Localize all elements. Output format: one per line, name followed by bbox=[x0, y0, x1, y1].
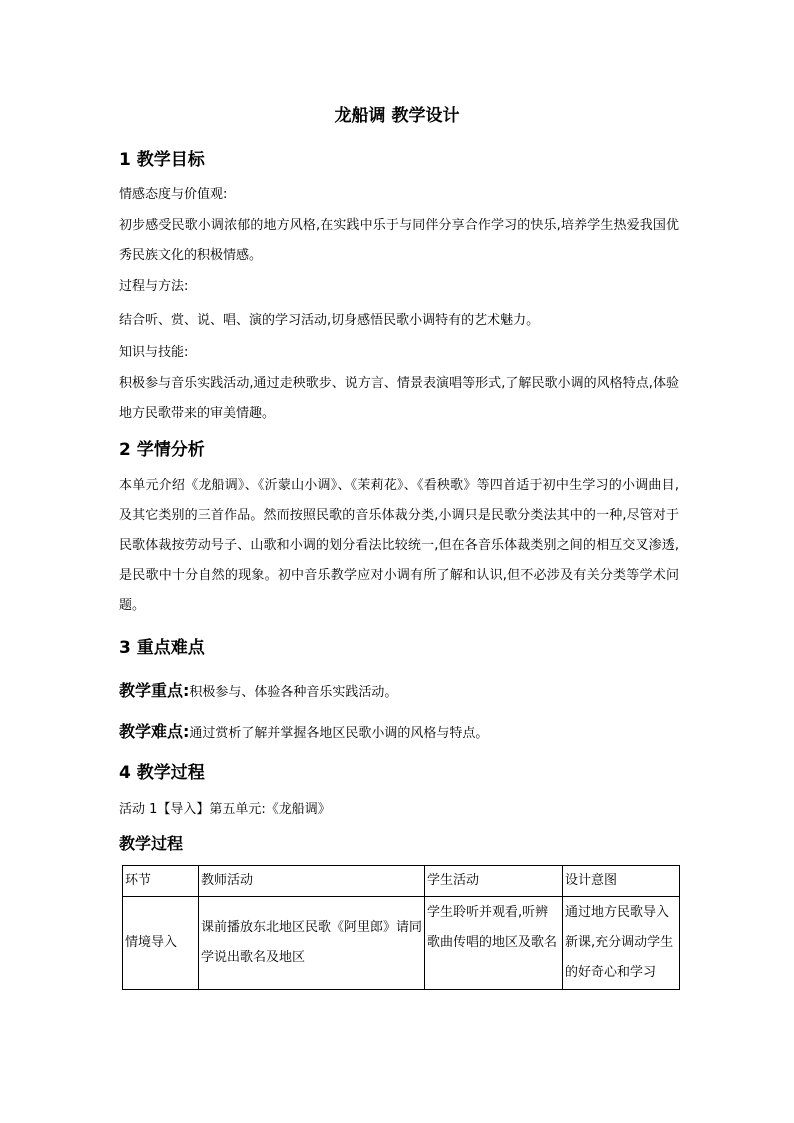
difficult-point bbox=[119, 720, 679, 746]
text-knowledge: 积极参与音乐实践活动,通过走秧歌步、说方言、情景表演唱等形式,了解民歌小调的风格特点,体验地方民歌带来的审美情趣。 bbox=[119, 376, 679, 421]
header-student: 学生活动 bbox=[425, 866, 563, 897]
text-process: 结合听、赏、说、唱、演的学习活动,切身感悟民歌小调特有的艺术魅力。 bbox=[119, 313, 540, 328]
cell-teacher: 课前播放东北地区民歌《阿里郎》请同学说出歌名及地区 bbox=[199, 897, 425, 990]
header-teacher: 教师活动 bbox=[199, 866, 425, 897]
cell-student: 学生聆听并观看,听辨歌曲传唱的地区及歌名 bbox=[425, 897, 563, 990]
activity-line: 活动 1【导入】第五单元:《龙船调》 bbox=[119, 802, 331, 817]
key-point bbox=[119, 679, 679, 705]
section-heading-analysis: 2 学情分析 bbox=[119, 440, 205, 460]
process-subheading: 教学过程 bbox=[119, 834, 184, 853]
key-point-label: 教学重点: bbox=[119, 681, 190, 700]
table-row bbox=[123, 897, 680, 990]
cell-stage: 情境导入 bbox=[123, 897, 199, 990]
key-point-text: 积极参与、体验各种音乐实践活动。 bbox=[189, 685, 398, 700]
text-analysis: 本单元介绍《龙船调》、《沂蒙山小调》、《茉莉花》、《看秧歌》等四首适于初中生学习的小调曲目,及其它类别的三首作品。然而按照民歌的音乐体裁分类,小调只是民歌分类法其中的一种,尽管对于民歌体裁按劳动号子、山歌和小调的划分看法比较统一,但在各音乐体裁类别之间的相互交叉渗透,是民歌中十分自然的现象。初中音乐教学应对小调有所了解和认识,但不必涉及有关分类等学术问题。 bbox=[119, 478, 679, 613]
section-heading-process: 4 教学过程 bbox=[119, 763, 205, 783]
header-stage: 环节 bbox=[123, 866, 199, 897]
label-attitude: 情感态度与价值观: bbox=[119, 187, 228, 202]
section-heading-key-points: 3 重点难点 bbox=[119, 638, 205, 658]
process-table bbox=[122, 865, 680, 990]
cell-intent: 通过地方民歌导入新课,充分调动学生的好奇心和学习 bbox=[563, 897, 680, 990]
text-attitude: 初步感受民歌小调浓郁的地方风格,在实践中乐于与同伴分享合作学习的快乐,培养学生热爱我国优秀民族文化的积极情感。 bbox=[119, 218, 679, 263]
section-heading-objectives: 1 教学目标 bbox=[119, 150, 205, 170]
difficult-point-label: 教学难点: bbox=[119, 722, 190, 741]
document-title: 龙船调 教学设计 bbox=[334, 106, 460, 126]
label-knowledge: 知识与技能: bbox=[119, 345, 189, 360]
difficult-point-text: 通过赏析了解并掌握各地区民歌小调的风格与特点。 bbox=[189, 726, 489, 741]
label-process: 过程与方法: bbox=[119, 279, 189, 294]
table-header-row bbox=[123, 866, 680, 897]
header-intent: 设计意图 bbox=[563, 866, 680, 897]
